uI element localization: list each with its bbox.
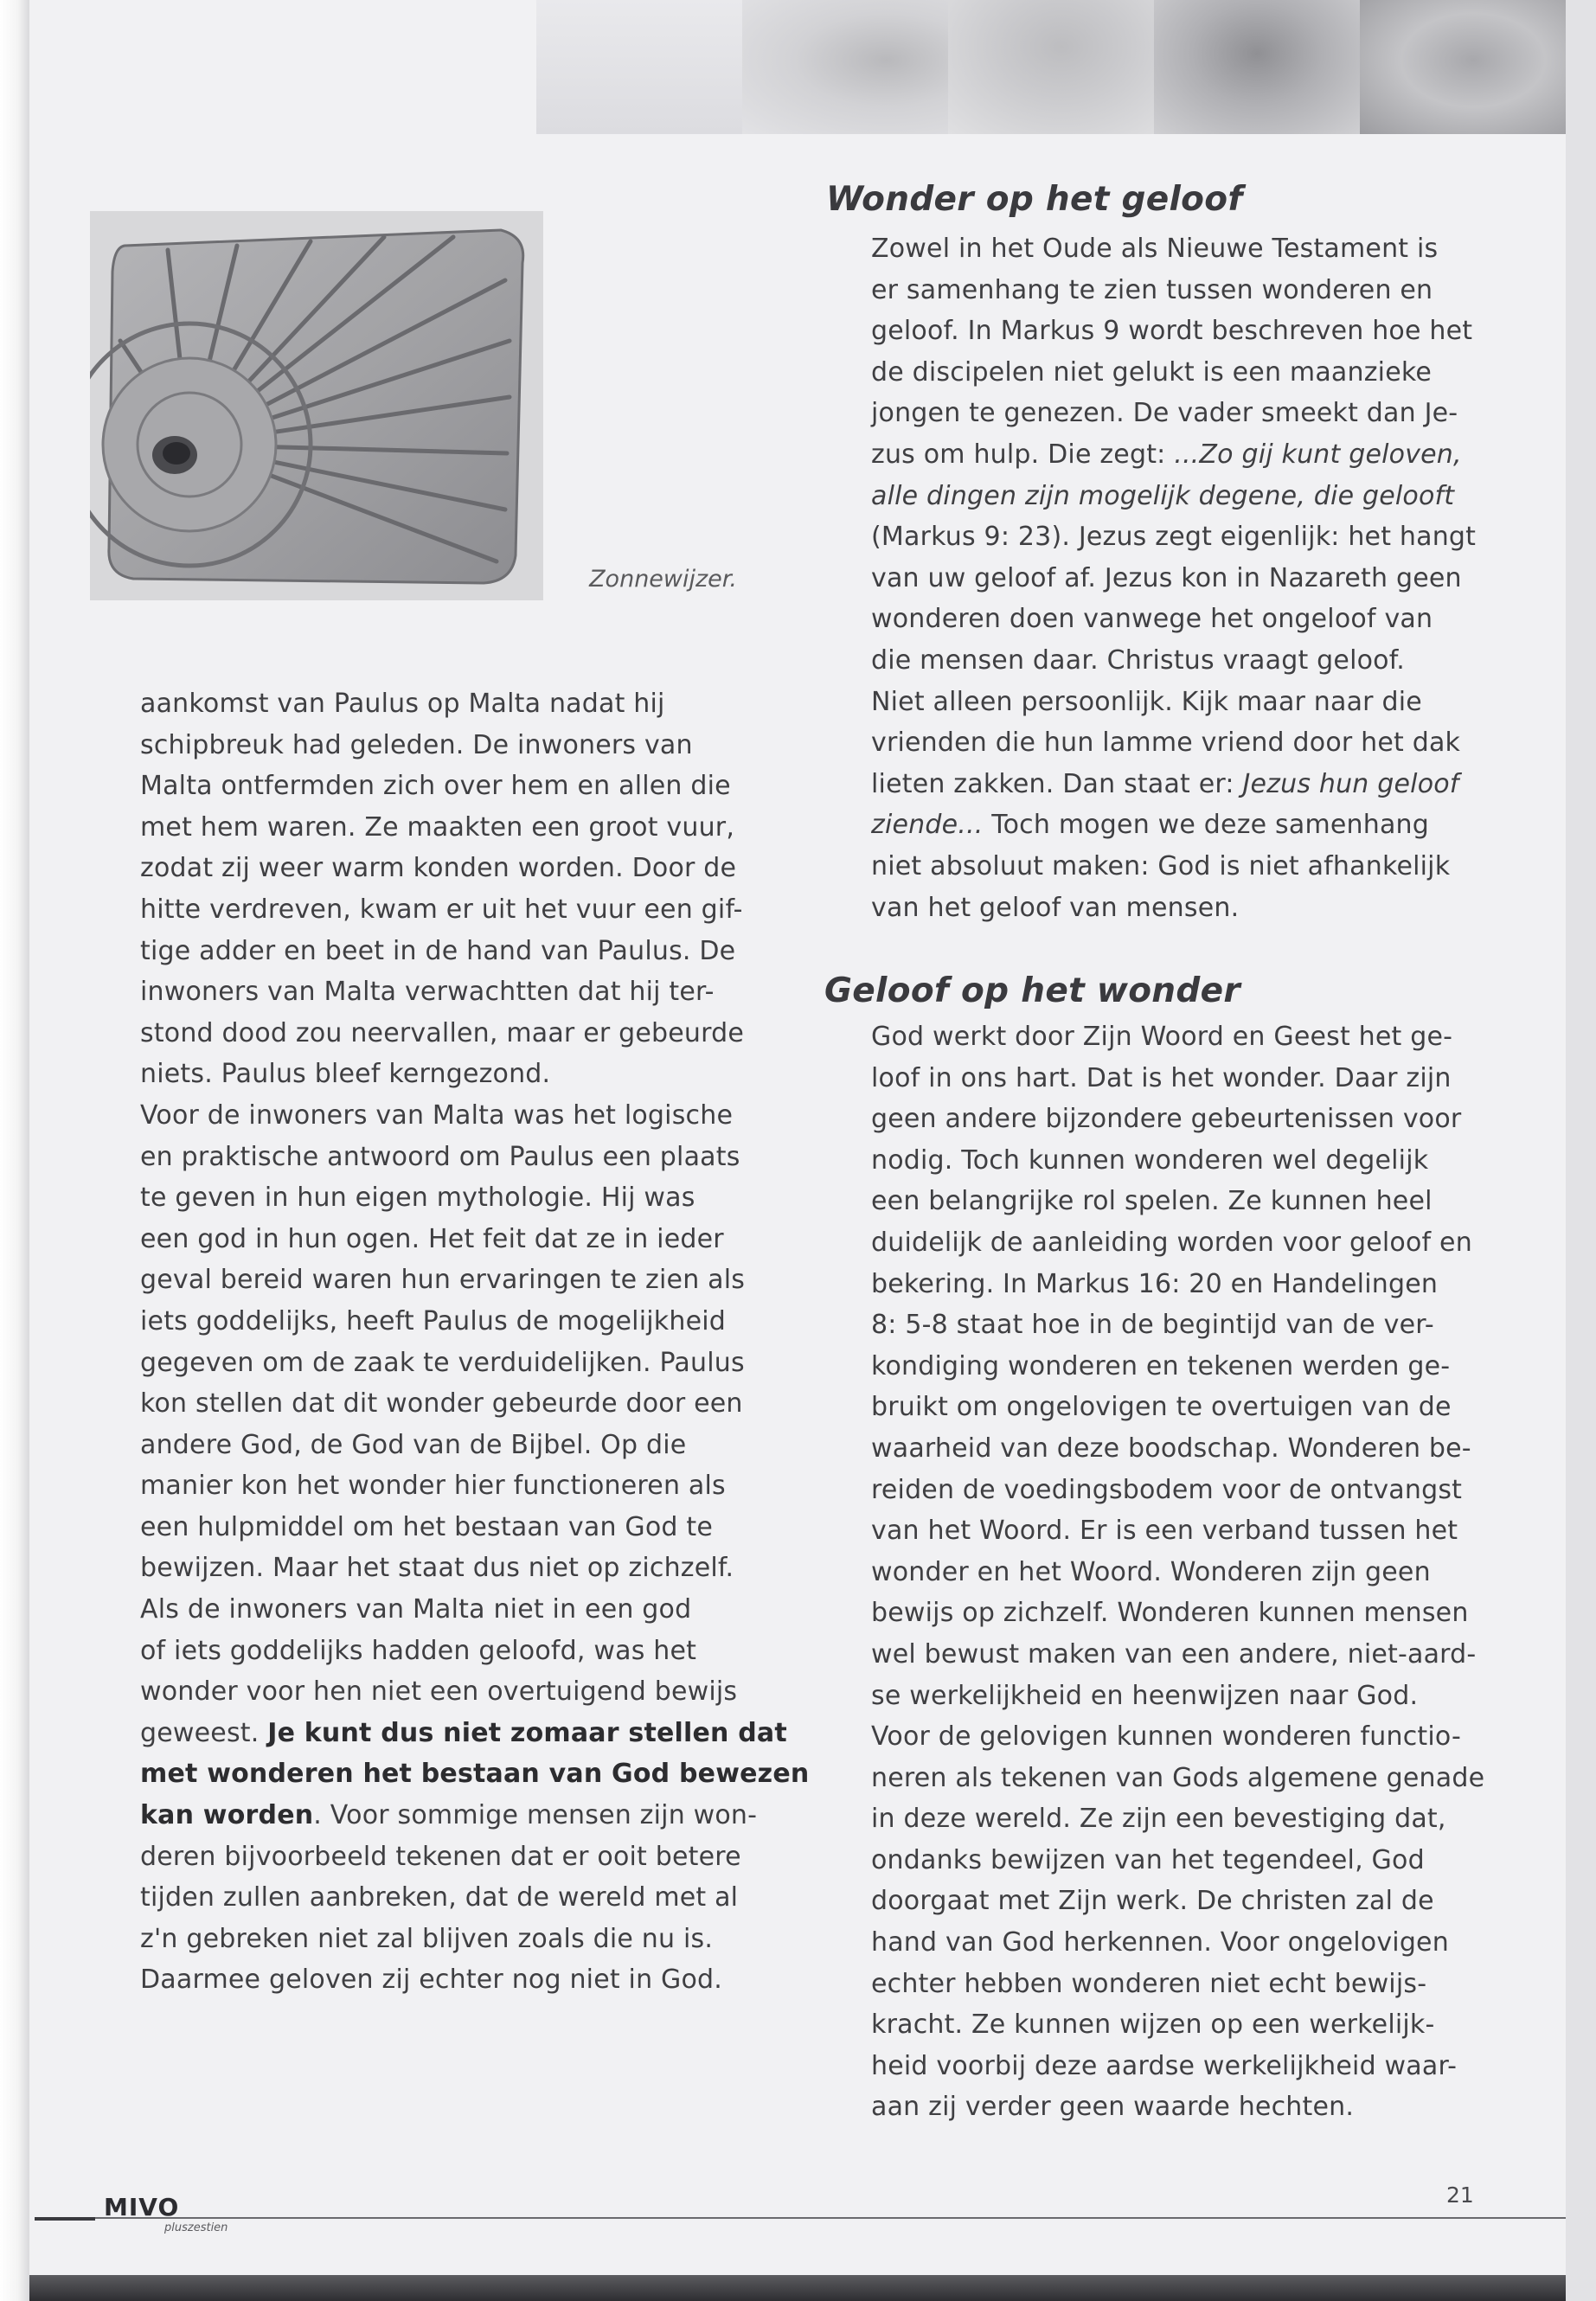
text-line: duidelijk de aanleiding worden voor geloof en bbox=[871, 1227, 1472, 1258]
text-line: kon stellen dat dit wonder gebeurde door een bbox=[140, 1388, 743, 1420]
text-fragment: Toch mogen we deze samenhang bbox=[983, 810, 1429, 841]
text-line: bekering. In Markus 16: 20 en Handelingen bbox=[871, 1268, 1439, 1299]
text-line: met hem waren. Ze maakten een groot vuur, bbox=[140, 811, 735, 843]
text-line: te geven in hun eigen mythologie. Hij was bbox=[140, 1183, 695, 1214]
header-photo bbox=[1154, 0, 1360, 134]
text-line: stond dood zou neervallen, maar er gebeurde bbox=[140, 1017, 745, 1048]
text-fragment: . Voor sommige mensen zijn won- bbox=[313, 1800, 758, 1831]
text-line: die mensen daar. Christus vraagt geloof. bbox=[871, 644, 1406, 676]
text-line: in deze wereld. Ze zijn een bevestiging dat, bbox=[871, 1804, 1446, 1835]
text-line bbox=[871, 804, 1503, 846]
text-line: niets. Paulus bleef kerngezond. bbox=[140, 1059, 551, 1090]
text-line: (Markus 9: 23). Jezus zegt eigenlijk: het hangt bbox=[871, 522, 1477, 553]
mivo-logo: MIVO bbox=[104, 2193, 180, 2221]
text-line: neren als tekenen van Gods algemene genade bbox=[871, 1762, 1485, 1793]
text-line: zodat zij weer warm konden worden. Door de bbox=[140, 853, 737, 884]
header-photo bbox=[1360, 0, 1566, 134]
text-line: Voor de gelovigen kunnen wonderen functio- bbox=[871, 1721, 1462, 1753]
quote-text: Jezus hun geloof bbox=[1242, 768, 1459, 799]
text-line: tijden zullen aanbreken, dat de wereld met al bbox=[140, 1882, 739, 1913]
header-photo-strip bbox=[536, 0, 1566, 134]
scan-bottom-band bbox=[29, 2275, 1566, 2301]
text-line: niet absoluut maken: God is niet afhankelijk bbox=[871, 850, 1451, 881]
text-line: Malta ontfermden zich over hem en allen die bbox=[140, 771, 731, 802]
section1-text bbox=[871, 228, 1503, 928]
sundial-photo bbox=[90, 211, 543, 600]
text-line: nodig. Toch kunnen wonderen wel degelijk bbox=[871, 1144, 1429, 1176]
text-line: geloof. In Markus 9 wordt beschreven hoe het bbox=[871, 316, 1473, 347]
header-photo bbox=[536, 0, 742, 134]
section2-text bbox=[871, 1016, 1503, 2128]
text-line: waarheid van deze boodschap. Wonderen be- bbox=[871, 1433, 1471, 1464]
text-line: Niet alleen persoonlijk. Kijk maar naar die bbox=[871, 686, 1422, 717]
text-line bbox=[871, 764, 1503, 805]
text-line: z'n gebreken niet zal blijven zoals die nu is. bbox=[140, 1923, 714, 1954]
footer-rule-accent bbox=[35, 2217, 95, 2221]
text-line: gegeven om de zaak te verduidelijken. Paulus bbox=[140, 1347, 745, 1378]
text-line bbox=[140, 1713, 787, 1754]
text-line: jongen te genezen. De vader smeekt dan Je- bbox=[871, 398, 1458, 429]
text-line bbox=[140, 1795, 780, 1836]
text-line: Zowel in het Oude als Nieuwe Testament is bbox=[871, 234, 1439, 264]
text-line: doorgaat met Zijn werk. De christen zal de bbox=[871, 1886, 1434, 1917]
text-line: van het geloof van mensen. bbox=[871, 892, 1240, 923]
text-line: een belangrijke rol spelen. Ze kunnen heel bbox=[871, 1186, 1433, 1217]
photo-caption: Zonnewijzer. bbox=[589, 566, 737, 593]
text-line: wel bewust maken van een andere, niet-aard- bbox=[871, 1638, 1477, 1670]
text-line: wonder voor hen niet een overtuigend bewijs bbox=[140, 1676, 738, 1708]
text-line: geval bereid waren hun ervaringen te zien als bbox=[140, 1265, 746, 1296]
section-heading-wonder: Wonder op het geloof bbox=[826, 180, 1243, 219]
text-line: vrienden die hun lamme vriend door het dak bbox=[871, 727, 1461, 759]
text-line: deren bijvoorbeeld tekenen dat er ooit betere bbox=[140, 1841, 741, 1872]
text-line: een hulpmiddel om het bestaan van God te bbox=[140, 1511, 714, 1542]
text-line: geen andere bijzondere gebeurtenissen voor bbox=[871, 1104, 1462, 1135]
text-line: van uw geloof af. Jezus kon in Nazareth geen bbox=[871, 562, 1462, 593]
text-line: wonderen doen vanwege het ongeloof van bbox=[871, 604, 1433, 635]
text-line: en praktische antwoord om Paulus een plaats bbox=[140, 1141, 740, 1172]
text-fragment: lieten zakken. Dan staat er: bbox=[871, 768, 1243, 799]
text-line bbox=[871, 476, 1503, 517]
emphasis-text: met wonderen het bestaan van God bewezen bbox=[140, 1759, 810, 1790]
text-line: Voor de inwoners van Malta was het logische bbox=[140, 1099, 734, 1131]
left-column-text bbox=[140, 683, 810, 2001]
quote-text: alle dingen zijn mogelijk degene, die gelooft bbox=[871, 480, 1455, 511]
text-line: wonder en het Woord. Wonderen zijn geen bbox=[871, 1556, 1431, 1587]
section-heading-faith: Geloof op het wonder bbox=[824, 971, 1240, 1010]
text-line: kondiging wonderen en tekenen werden ge- bbox=[871, 1350, 1451, 1381]
text-line: manier kon het wonder hier functioneren als bbox=[140, 1471, 726, 1502]
text-line: aankomst van Paulus op Malta nadat hij bbox=[140, 689, 665, 719]
text-line: de discipelen niet gelukt is een maanzieke bbox=[871, 356, 1433, 388]
text-line: aan zij verder geen waarde hechten. bbox=[871, 2092, 1355, 2123]
footer-rule bbox=[52, 2217, 1566, 2219]
text-line: 8: 5-8 staat hoe in de begintijd van de ver- bbox=[871, 1310, 1434, 1341]
text-line: se werkelijkheid en heenwijzen naar God. bbox=[871, 1680, 1419, 1711]
text-line bbox=[140, 1753, 810, 1795]
emphasis-text: Je kunt dus niet zomaar stellen dat bbox=[267, 1717, 787, 1748]
text-line: andere God, de God van de Bijbel. Op die bbox=[140, 1429, 687, 1460]
text-line bbox=[871, 434, 1503, 476]
text-line: kracht. Ze kunnen wijzen op een werkelijk- bbox=[871, 2009, 1435, 2041]
text-line: ondanks bewijzen van het tegendeel, God bbox=[871, 1844, 1425, 1875]
page-number: 21 bbox=[1446, 2182, 1474, 2208]
text-line: God werkt door Zijn Woord en Geest het ge- bbox=[871, 1022, 1453, 1052]
text-line: Als de inwoners van Malta niet in een god bbox=[140, 1594, 692, 1625]
header-photo bbox=[948, 0, 1154, 134]
text-fragment: geweest. bbox=[140, 1717, 268, 1748]
text-fragment: zus om hulp. Die zegt: bbox=[871, 439, 1175, 470]
text-line: inwoners van Malta verwachtten dat hij ter- bbox=[140, 977, 715, 1008]
text-line: een god in hun ogen. Het feit dat ze in ieder bbox=[140, 1223, 724, 1254]
text-line: hitte verdreven, kwam er uit het vuur een gif- bbox=[140, 894, 743, 925]
text-line: Daarmee geloven zij echter nog niet in God. bbox=[140, 1965, 723, 1996]
page-right-edge bbox=[1566, 0, 1596, 2301]
text-line: schipbreuk had geleden. De inwoners van bbox=[140, 729, 693, 760]
quote-text: ziende... bbox=[871, 810, 984, 841]
emphasis-text: kan worden bbox=[140, 1800, 314, 1831]
text-line: bruikt om ongelovigen te overtuigen van de bbox=[871, 1392, 1452, 1423]
text-line: echter hebben wonderen niet echt bewijs- bbox=[871, 1968, 1427, 1999]
page-binding-edge bbox=[0, 0, 29, 2301]
text-line: van het Woord. Er is een verband tussen het bbox=[871, 1516, 1458, 1547]
text-line: bewijs op zichzelf. Wonderen kunnen mensen bbox=[871, 1598, 1469, 1629]
quote-text: ...Zo gij kunt geloven, bbox=[1174, 439, 1462, 470]
header-photo bbox=[742, 0, 948, 134]
text-line: loof in ons hart. Dat is het wonder. Daar zijn bbox=[871, 1062, 1452, 1093]
text-line: reiden de voedingsbodem voor de ontvangst bbox=[871, 1474, 1463, 1505]
text-line: bewijzen. Maar het staat dus niet op zichzelf. bbox=[140, 1553, 734, 1584]
text-line: er samenhang te zien tussen wonderen en bbox=[871, 274, 1433, 305]
text-line: heid voorbij deze aardse werkelijkheid waar- bbox=[871, 2050, 1458, 2081]
text-line: tige adder en beet in de hand van Paulus. De bbox=[140, 935, 736, 966]
text-line: iets goddelijks, heeft Paulus de mogelijkheid bbox=[140, 1305, 726, 1336]
text-line: of iets goddelijks hadden geloofd, was het bbox=[140, 1635, 697, 1666]
logo-subtitle: pluszestien bbox=[164, 2221, 228, 2234]
text-line: hand van God herkennen. Voor ongelovigen bbox=[871, 1927, 1449, 1958]
